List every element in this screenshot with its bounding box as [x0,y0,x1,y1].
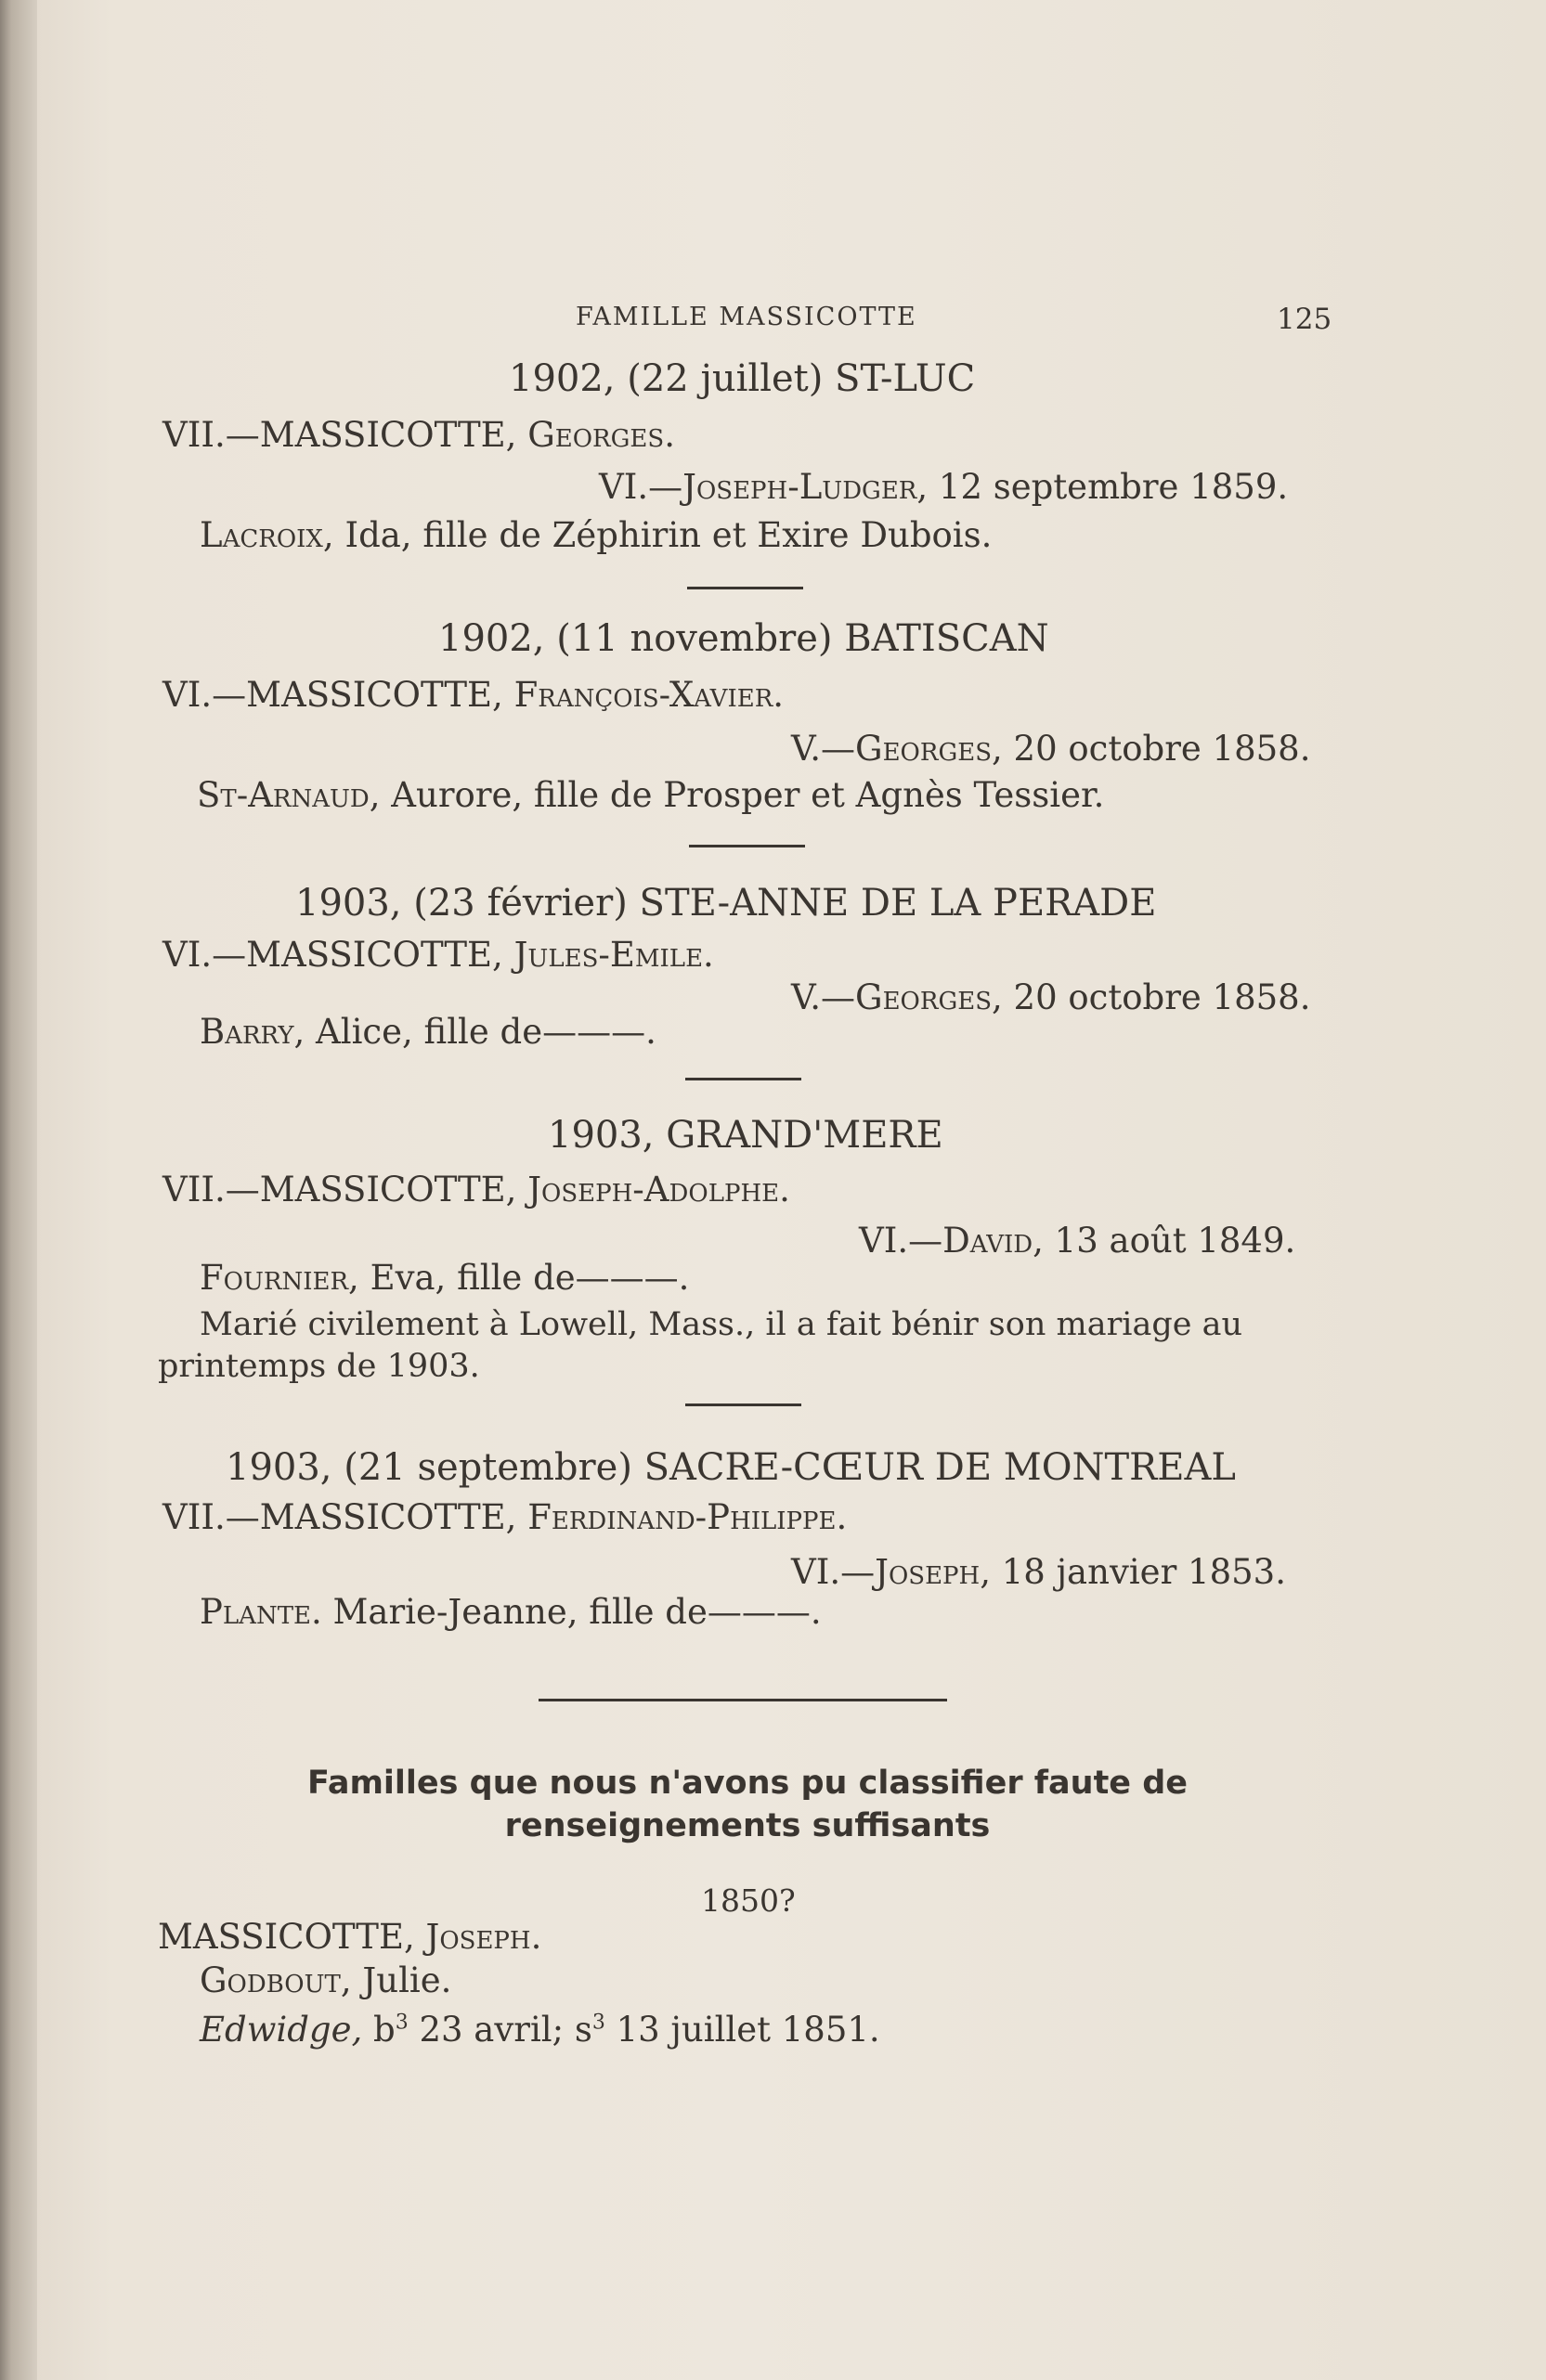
entry-date-place: 1903, GRAND'MERE [548,1114,943,1157]
page-number: 125 [1277,303,1332,336]
entry-groom: VII.—MASSICOTTE, Joseph-Adolphe. [162,1170,790,1209]
separator-rule [689,845,805,847]
entry-date-place: 1903, (23 février) STE-ANNE DE LA PERADE [295,882,1157,925]
separator-rule [685,1078,801,1080]
entry-bride: St-Arnaud, Aurore, fille de Prosper et Agnès Tessier. [197,775,1105,815]
entry-note-line: Marié civilement à Lowell, Mass., il a fait bénir son mariage au [200,1306,1243,1343]
entry-groom: VI.—MASSICOTTE, François-Xavier. [162,675,785,715]
unclassified-wife: Godbout, Julie. [200,1960,452,2000]
entry-bride: Plante. Marie-Jeanne, fille de———. [200,1592,822,1632]
entry-groom: VII.—MASSICOTTE, Georges. [162,415,675,455]
entry-date-place: 1903, (21 septembre) SACRE-CŒUR DE MONTREAL [226,1446,1236,1489]
entry-groom-father: VI.—David, 13 août 1849. [859,1221,1296,1261]
entry-groom: VII.—MASSICOTTE, Ferdinand-Philippe. [162,1497,848,1537]
unclassified-child: Edwidge, $b^3$ 23 avril; $s^3$ 13 juillet 1851. [200,2010,880,2050]
unclassified-husband: MASSICOTTE, Joseph. [158,1917,542,1957]
section-rule [539,1699,947,1701]
entry-note-line: printemps de 1903. [158,1348,480,1385]
entry-bride: Lacroix, Ida, fille de Zéphirin et Exire Dubois. [200,515,993,555]
book-spine-shadow [0,0,37,2380]
entry-bride: Fournier, Eva, fille de———. [200,1258,690,1298]
entry-groom-father: VI.—Joseph-Ludger, 12 septembre 1859. [599,467,1289,507]
entry-groom-father: V.—Georges, 20 octobre 1858. [791,977,1311,1017]
section-heading: Familles que nous n'avons pu classifier faute de renseignements suffisants [306,1765,1189,1844]
entry-date-place: 1902, (22 juillet) ST-LUC [509,357,976,400]
entry-groom: VI.—MASSICOTTE, Jules-Emile. [162,935,714,975]
separator-rule [685,1403,801,1406]
entry-date-place: 1902, (11 novembre) BATISCAN [438,617,1049,660]
running-header-title: FAMILLE MASSICOTTE [576,303,917,331]
separator-rule [687,587,803,589]
entry-groom-father: V.—Georges, 20 octobre 1858. [791,729,1311,769]
entry-groom-father: VI.—Joseph, 18 janvier 1853. [791,1552,1286,1592]
entry-bride: Barry, Alice, fille de———. [200,1012,656,1052]
unclassified-year: 1850? [701,1882,796,1919]
